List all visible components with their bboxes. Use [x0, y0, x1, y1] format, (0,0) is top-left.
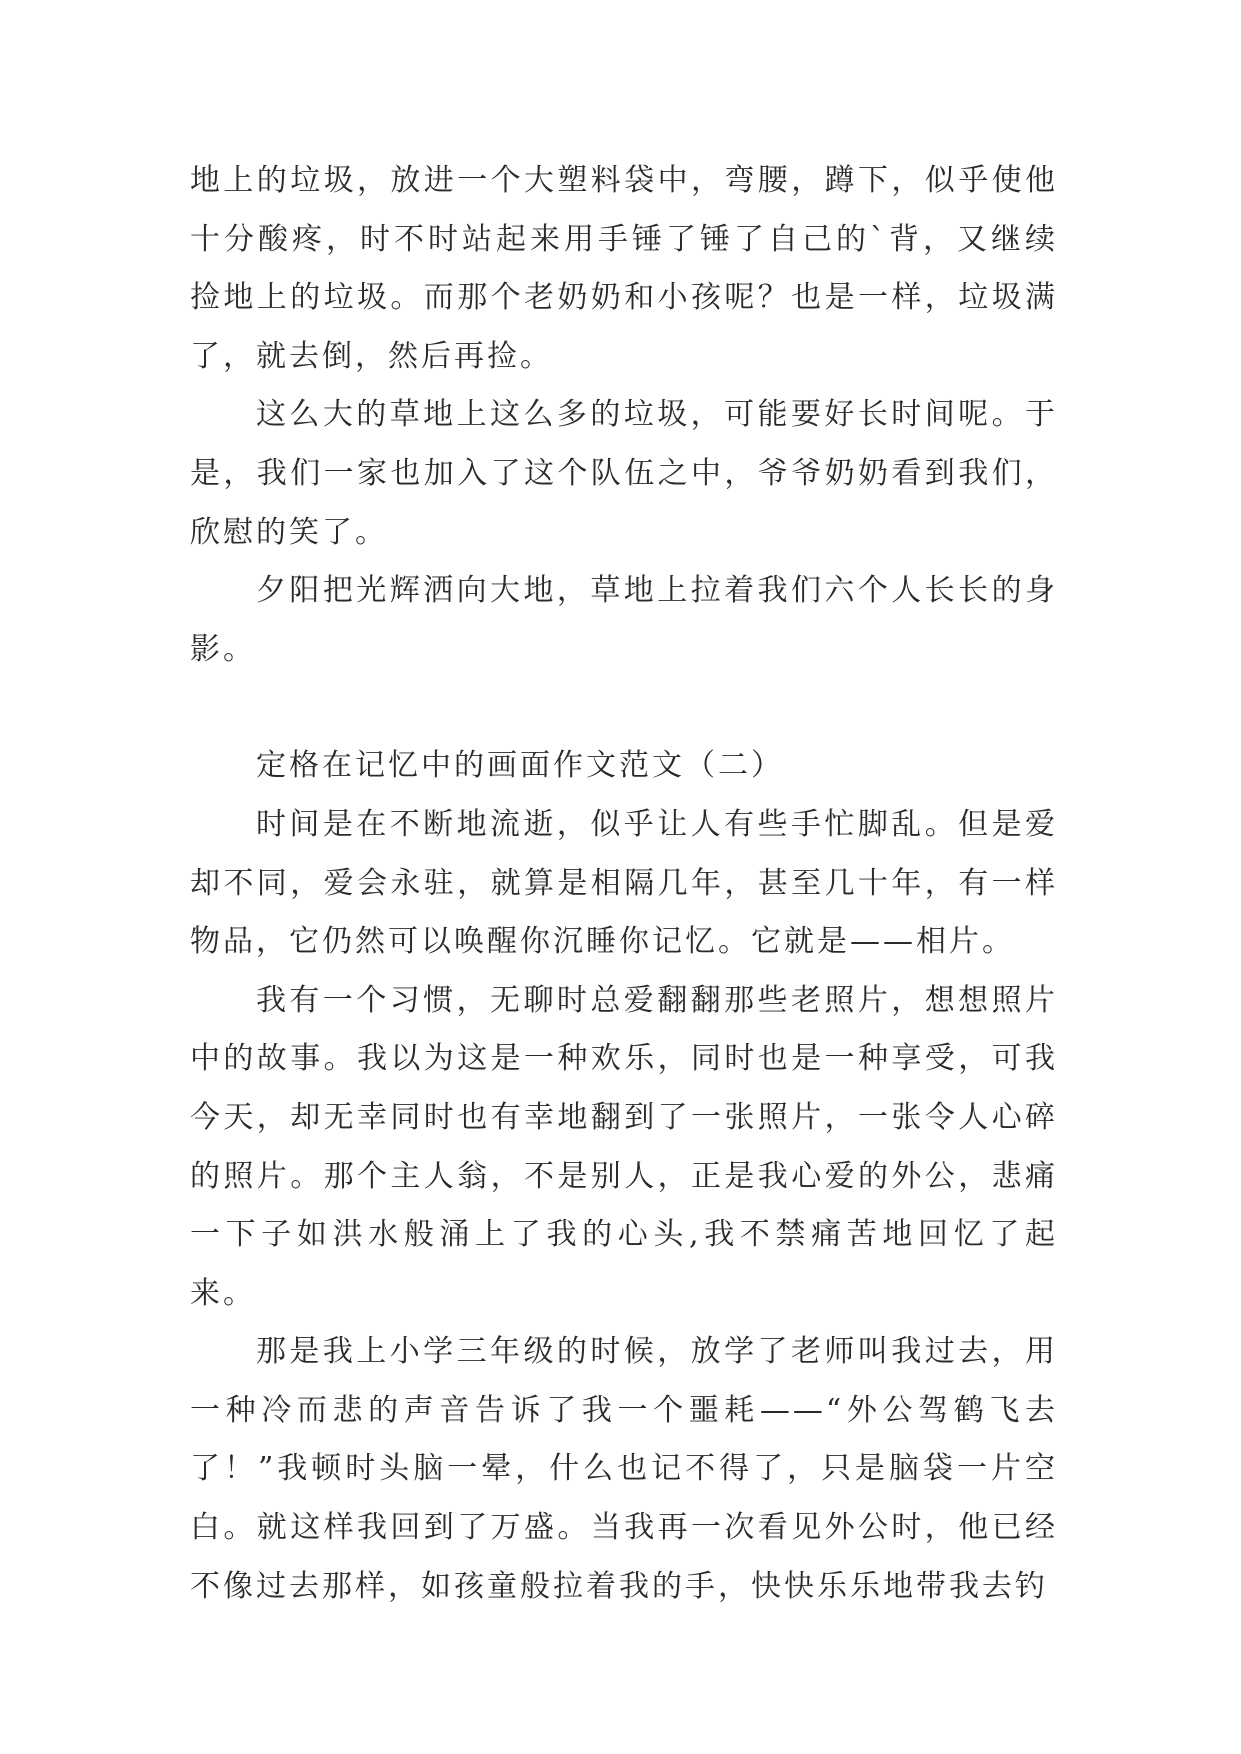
- paragraph-5: 我有一个习惯，无聊时总爱翻翻那些老照片，想想照片中的故事。我以为这是一种欢乐，同时也是一种享受，可我今天，却无幸同时也有幸地翻到了一张照片，一张令人心碎的照片。那个主人翁，不是别人，正是我心爱的外公，悲痛一下子如洪水般涌上了我的心头,我不禁痛苦地回忆了起来。: [190, 982, 1058, 1311]
- paragraph-6: 那是我上小学三年级的时候，放学了老师叫我过去，用一种冷而悲的声音告诉了我一个噩耗——“外公驾鹤飞去了！”我顿时头脑一晕，什么也记不得了，只是脑袋一片空白。就这样我回到了万盛。当我再一次看见外公时，他已经不像过去那样，如孩童般拉着我的手，快快乐乐地带我去钓: [190, 1334, 1058, 1604]
- document-body: [190, 152, 1058, 1616]
- section-title: 定格在记忆中的画面作文范文（二）: [256, 748, 784, 784]
- paragraph-1: 地上的垃圾，放进一个大塑料袋中，弯腰，蹲下，似乎使他十分酸疼，时不时站起来用手锤了锤了自己的`背，又继续捡地上的垃圾。而那个老奶奶和小孩呢？也是一样，垃圾满了，就去倒，然后再捡。: [190, 163, 1058, 374]
- paragraph-4: 时间是在不断地流逝，似乎让人有些手忙脚乱。但是爱却不同，爱会永驻，就算是相隔几年，甚至几十年，有一样物品，它仍然可以唤醒你沉睡你记忆。它就是——相片。: [190, 806, 1058, 960]
- paragraph-3: 夕阳把光辉洒向大地，草地上拉着我们六个人长长的身影。: [190, 573, 1058, 667]
- paragraph-2: 这么大的草地上这么多的垃圾，可能要好长时间呢。于是，我们一家也加入了这个队伍之中，爷爷奶奶看到我们，欣慰的笑了。: [190, 397, 1058, 550]
- section-spacer: [190, 679, 1058, 737]
